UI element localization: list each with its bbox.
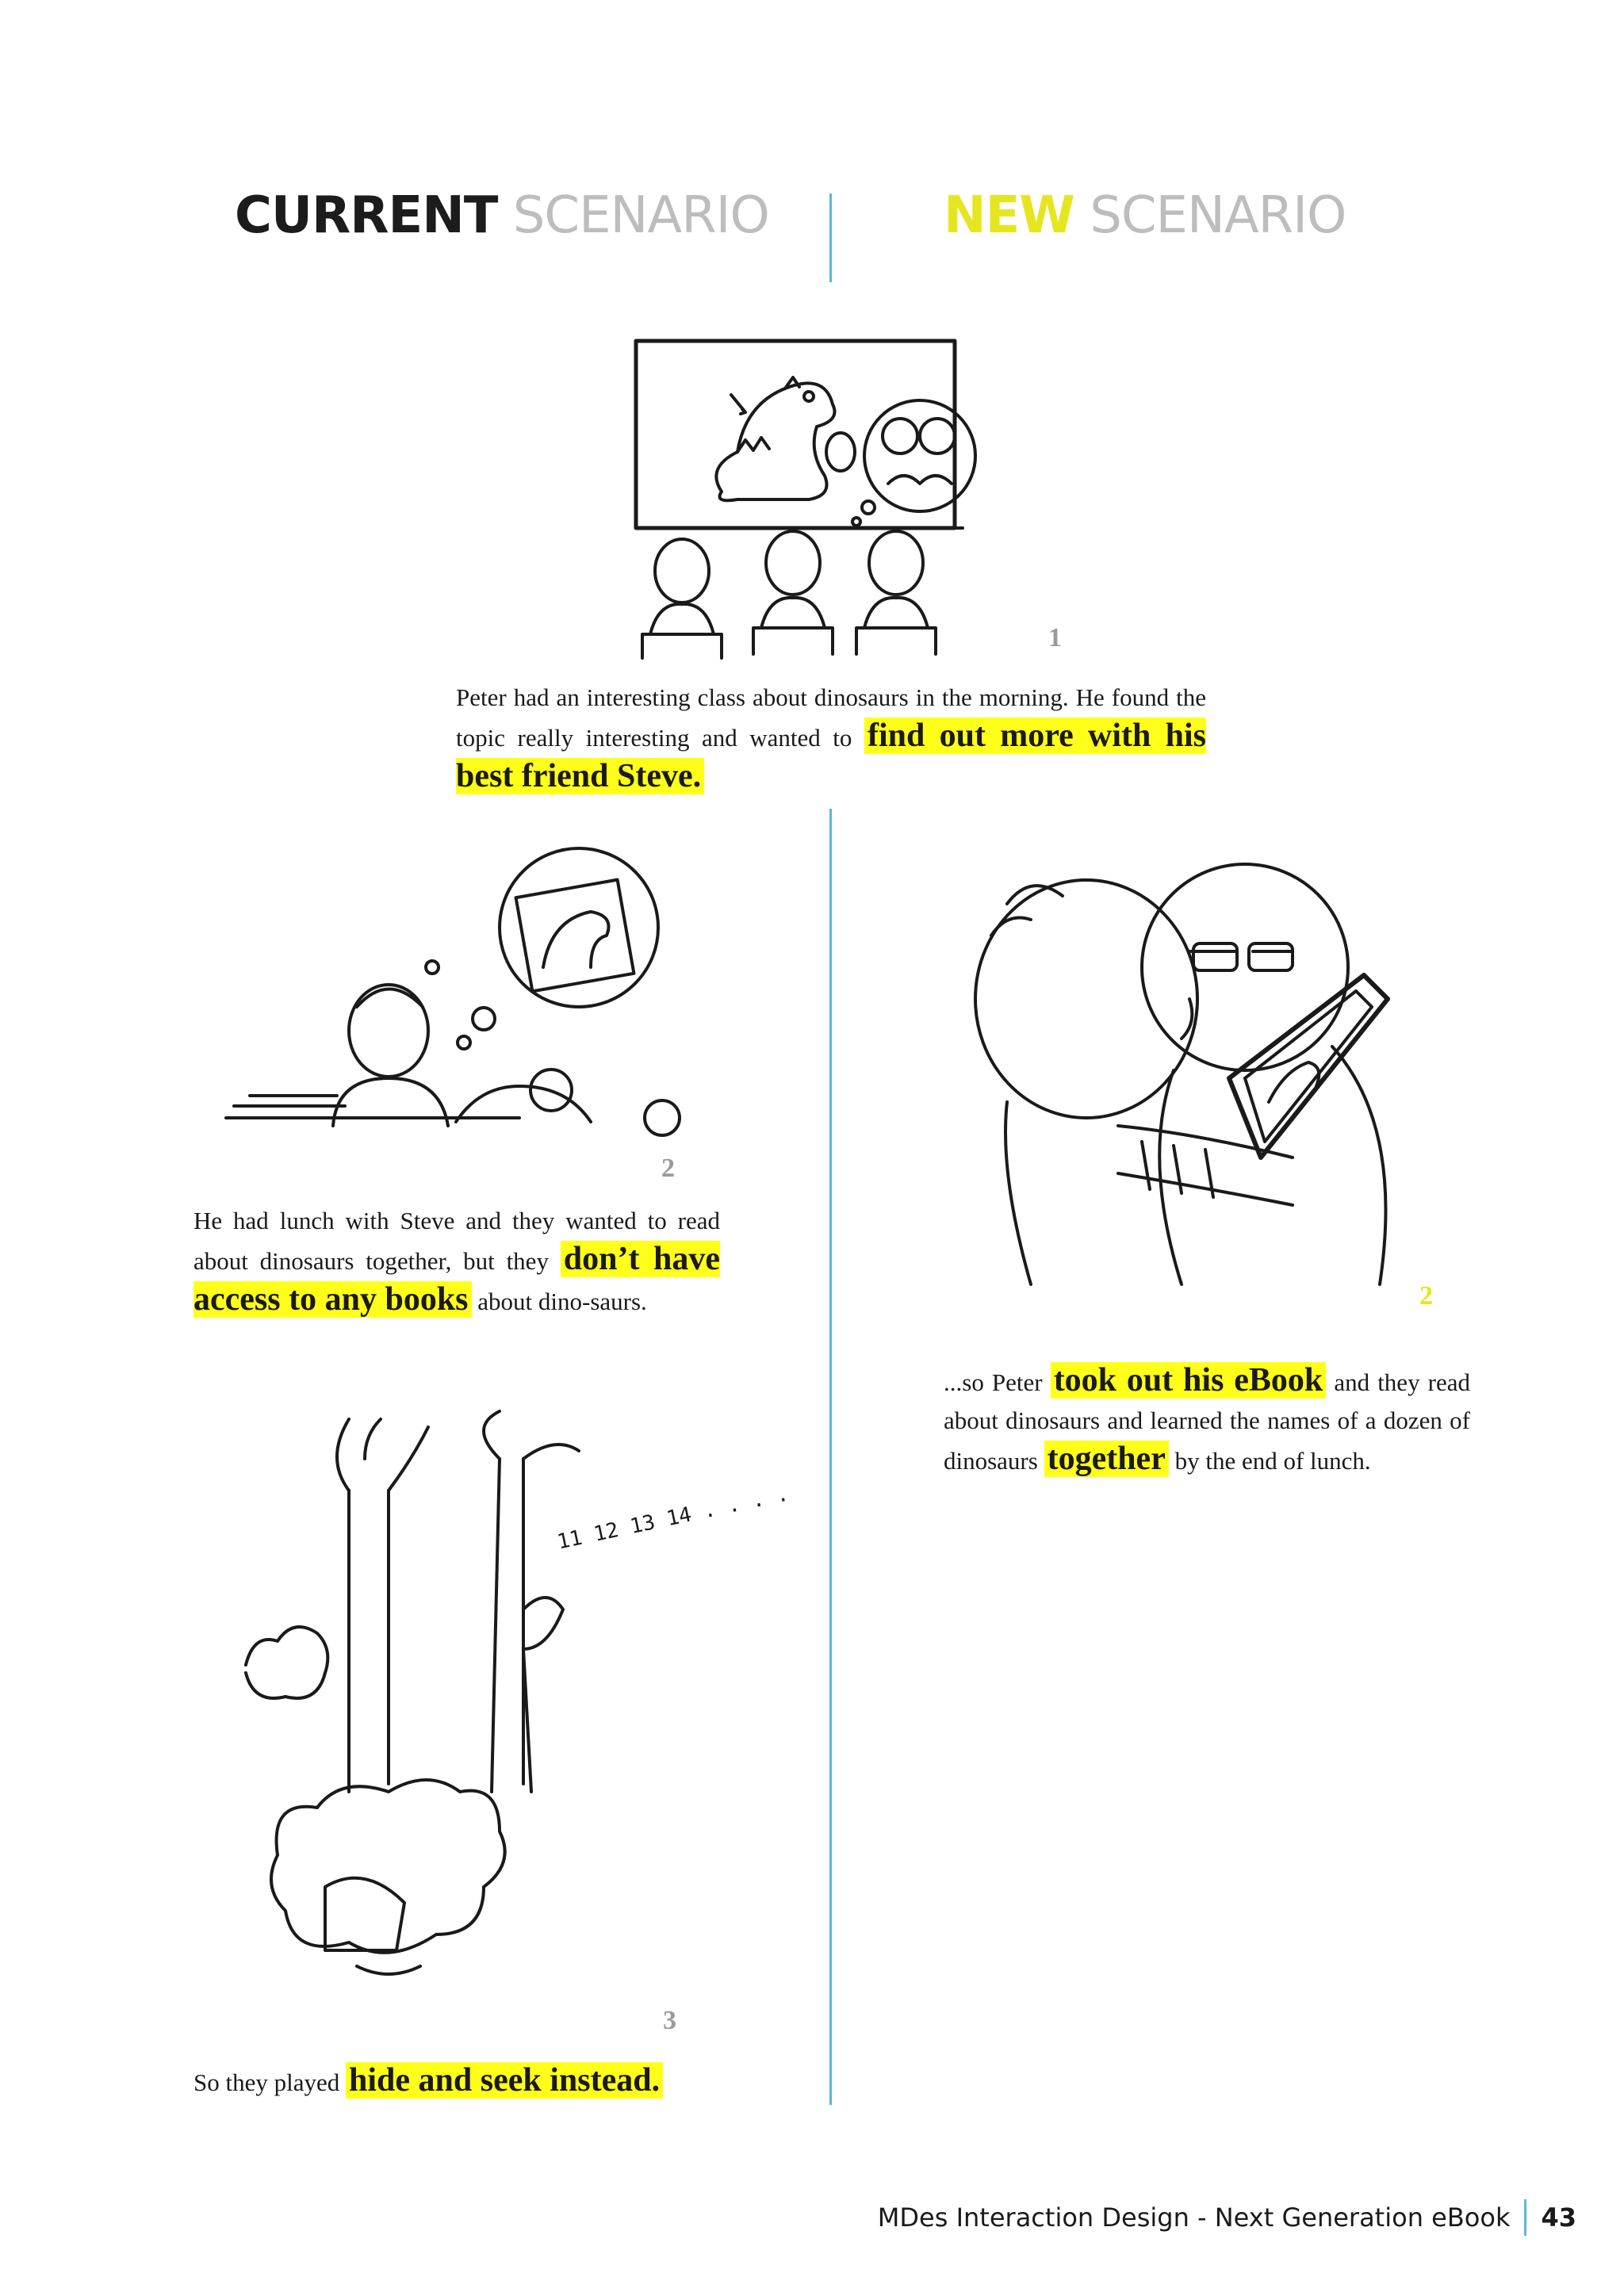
panel-3-number: 3	[663, 2006, 676, 2035]
panel-2-new-highlight-1: took out his eBook	[1051, 1362, 1327, 1399]
panel-2-current-text-a: He had lunch with Steve and they wanted to read about dinosaurs together, but they	[193, 1207, 720, 1275]
footer-separator	[1524, 2199, 1526, 2236]
page-footer	[878, 2199, 1576, 2236]
page-number: 43	[1541, 2202, 1576, 2233]
footer-title: MDes Interaction Design - Next Generation eBook	[877, 2202, 1511, 2233]
panel-1-text: Peter had an interesting class about dinosaurs in the morning. He found the topic really interesting and wanted to	[456, 683, 1206, 752]
new-heading-light: SCENARIO	[1090, 186, 1346, 245]
panel-3-caption	[193, 2061, 720, 2102]
panel-2-new-text-a: ...so Peter	[944, 1368, 1051, 1396]
column-divider	[829, 809, 832, 2105]
current-heading-bold: CURRENT	[235, 186, 498, 245]
panel-1-caption	[456, 679, 1206, 798]
panel-2-new-text-b: and they read about dinosaurs and learned the names of a dozen of dinosaurs	[944, 1368, 1470, 1475]
panel-2-new-highlight-2: together	[1044, 1441, 1169, 1477]
panel-2-new-number: 2	[1419, 1281, 1433, 1311]
classroom-illustration	[626, 333, 983, 666]
hide-and-seek-illustration	[230, 1411, 722, 2030]
panel-3-text: So they played	[193, 2068, 346, 2096]
panel-1-number: 1	[1048, 623, 1062, 652]
new-heading-bold: NEW	[944, 186, 1074, 245]
header-divider	[829, 193, 832, 282]
current-scenario-heading	[235, 186, 769, 245]
current-heading-light: SCENARIO	[512, 186, 769, 245]
panel-2-current-text-b: about dino-saurs.	[471, 1288, 647, 1315]
ebook-illustration	[959, 840, 1451, 1300]
panel-2-new-text-c: by the end of lunch.	[1168, 1447, 1371, 1475]
counting-text: 11 12 13 14 . . . .	[555, 1482, 791, 1555]
panel-2-current-caption	[193, 1202, 720, 1321]
panel-3-highlight: hide and seek instead.	[346, 2062, 663, 2099]
panel-2-current-number: 2	[661, 1154, 675, 1183]
panel-2-new-caption	[944, 1361, 1470, 1480]
panel-1-highlight: find out more with his best friend Steve.	[456, 718, 1206, 794]
panel-2-current-highlight: don’t have access to any books	[193, 1241, 720, 1318]
new-scenario-heading	[944, 186, 1346, 245]
lunch-illustration	[218, 848, 710, 1150]
